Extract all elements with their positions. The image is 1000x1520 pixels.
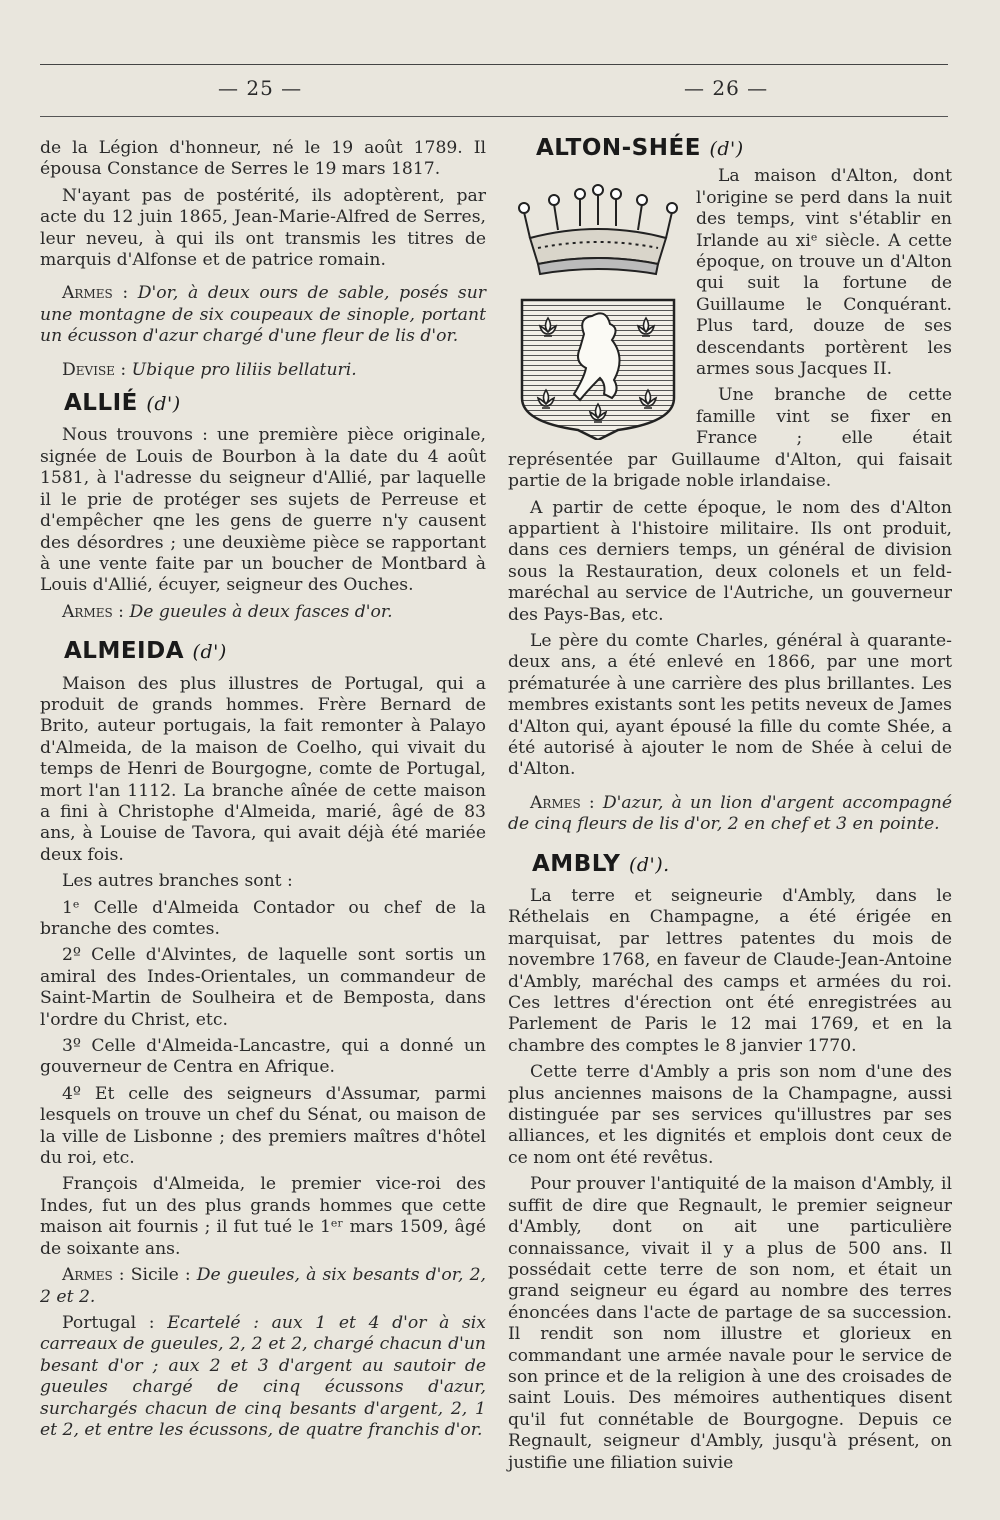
armes-line: Portugal : Ecartelé : aux 1 et 4 d'or à six carreaux de gueules, 2, 2 et 2, chargé chacun d'un besant d'or ; aux 2 et 3 d'argent au sautoir de gueules chargé de cinq écussons d'azur, surchargés chacun de cinq besants d'argent, 2, 1 et 2, et entre les écussons, de quatre franchis d'or. bbox=[40, 1312, 486, 1440]
left-page-number: — 25 — bbox=[218, 76, 303, 100]
heading-alton-shee: ALTON-SHÉE (d') bbox=[536, 135, 744, 161]
paragraph: Les autres branches sont : bbox=[62, 871, 293, 892]
paragraph: Pour prouver l'antiquité de la maison d'Ambly, il suffit de dire que Regnault, le premier seigneur d'Ambly, dont on ait une particulière connaissance, vivait il y a plus de 500 ans. Il possédait cette terre de son nom, et était un grand seigneur eu égard au nombre des terres énoncées dans l'acte de partage de sa succession. Il rendit son nom illustre et glorieux en commandant une armée navale pour le service de son prince et de la religion à une des croisades de saint Louis. Des mémoires authentiques disent qu'il fut connétable de Bourgogne. Depuis ce Regnault, seigneur d'Ambly, jusqu'à présent, on justifie une filiation suivie bbox=[508, 1174, 952, 1473]
armes-line: Armes : D'azur, à un lion d'argent accompagné de cinq fleurs de lis d'or, 2 en chef et 3 en pointe. bbox=[508, 792, 952, 835]
crown-icon bbox=[519, 185, 677, 274]
armes-line: Armes : De gueules à deux fasces d'or. bbox=[62, 601, 393, 622]
header-rule bbox=[40, 116, 948, 117]
paragraph: Nous trouvons : une première pièce originale, signée de Louis de Bourbon à la date du 4 août 1581, à l'adresse du seigneur d'Allié, par laquelle il le prie de protéger ses sujets de Perreuse et d'empêcher qne les gens de guerre n'y causent des désordres ; une deuxième pièce se rapportant à une vente faite par un boucher de Montbard à Louis d'Allié, écuyer, seigneur des Ouches. bbox=[40, 425, 486, 596]
left-column bbox=[40, 138, 486, 1446]
paragraph: La maison d'Alton, dont l'origine se perd dans la nuit des temps, vint s'établir en Irlande au xiᵉ siècle. A cette époque, on trouve un d'Alton qui suit la fortune de Guillaume le Conquérant. Plus tard, douze de ses descendants portèrent les armes sous Jacques II. bbox=[696, 166, 952, 380]
heading-allie: ALLIÉ (d') bbox=[64, 390, 181, 417]
paragraph: Le père du comte Charles, général à quarante-deux ans, a été enlevé en 1866, par une mort prématurée à une carrière des plus brillantes. Les membres existants sont les petits neveux de James d'Alton qui, ayant épousé la fille du comte Shée, a été autorisé à ajouter le nom de Shée à celui de d'Alton. bbox=[508, 630, 952, 780]
devise-line: Devise : Ubique pro liliis bellaturi. bbox=[62, 359, 357, 380]
armes-line: Armes : D'or, à deux ours de sable, posés sur une montagne de six coupeaux de sinople, portant un écusson d'azur chargé d'une fleur de lis d'or. bbox=[40, 283, 486, 347]
top-rule bbox=[40, 64, 948, 65]
paragraph: Une branche de cette famille vint se fixer en France ; elle était représentée par Guillaume d'Alton, qui faisait partie de la brigade noble irlandaise. bbox=[508, 385, 952, 492]
paragraph: La terre et seigneurie d'Ambly, dans le Réthelais en Champagne, a été érigée en marquisat, par lettres patentes du mois de novembre 1768, en faveur de Claude-Jean-Antoine d'Ambly, maréchal des camps et armées du roi. Ces lettres d'érection ont été enregistrées au Parlement de Paris le 12 mai 1769, et en la chambre des comptes le 8 janvier 1770. bbox=[508, 886, 952, 1056]
paragraph: 2º Celle d'Alvintes, de laquelle sont sortis un amiral des Indes-Orientales, un commandeur de Saint-Martin de Soulheira et de Bemposta, dans l'ordre du Christ, etc. bbox=[40, 945, 486, 1030]
paragraph: 3º Celle d'Almeida-Lancastre, qui a donné un gouverneur de Centra en Afrique. bbox=[40, 1036, 486, 1078]
paragraph: Cette terre d'Ambly a pris son nom d'une des plus anciennes maisons de la Champagne, aussi distinguée par ses services qu'illustres par ses alliances, et les dignités et emplois dont ceux de ce nom ont été revêtus. bbox=[508, 1062, 952, 1168]
coat-of-arms-illustration bbox=[508, 168, 688, 440]
coat-of-arms-image bbox=[508, 168, 688, 440]
paragraph: A partir de cette époque, le nom des d'Alton appartient à l'histoire militaire. Ils ont produit, dans ces derniers temps, un général de division sous la Restauration, deux colonels et un feld-maréchal au service de l'Autriche, un gouverneur des Pays-Bas, etc. bbox=[508, 497, 952, 625]
heading-almeida: ALMEIDA (d') bbox=[64, 638, 227, 665]
paragraph: 4º Et celle des seigneurs d'Assumar, parmi lesquels on trouve un chef du Sénat, ou maison de la ville de Lisbonne ; des premiers maîtres d'hôtel du roi, etc. bbox=[40, 1083, 486, 1169]
right-page-number: — 26 — bbox=[684, 76, 769, 100]
paragraph: François d'Almeida, le premier vice-roi des Indes, fut un des plus grands hommes que cette maison ait fournis ; il fut tué le 1ᵉʳ mars 1509, âgé de soixante ans. bbox=[40, 1174, 486, 1259]
right-column bbox=[508, 135, 952, 1479]
paragraph: 1ᵉ Celle d'Almeida Contador ou chef de la branche des comtes. bbox=[40, 897, 486, 939]
paragraph: Maison des plus illustres de Portugal, qui a produit de grands hommes. Frère Bernard de Brito, auteur portugais, la fait remonter à Palayo d'Almeida, de la maison de Coelho, qui vivait du temps de Henri de Bourgogne, comte de Portugal, mort l'an 1112. La branche aînée de cette maison a fini à Christophe d'Almeida, marié, âgé de 83 ans, à Louise de Tavora, qui avait déjà été mariée deux fois. bbox=[40, 673, 486, 865]
paragraph: N'ayant pas de postérité, ils adoptèrent, par acte du 12 juin 1865, Jean-Marie-Alfred de Serres, leur neveu, à qui ils ont transmis les titres de marquis d'Alfonse et de patrice romain. bbox=[40, 185, 486, 271]
heading-ambly: AMBLY (d'). bbox=[532, 850, 670, 877]
paragraph: de la Légion d'honneur, né le 19 août 1789. Il épousa Constance de Serres le 19 mars 1817. bbox=[40, 138, 486, 180]
armes-line: Armes : Sicile : De gueules, à six besants d'or, 2, 2 et 2. bbox=[40, 1265, 487, 1307]
